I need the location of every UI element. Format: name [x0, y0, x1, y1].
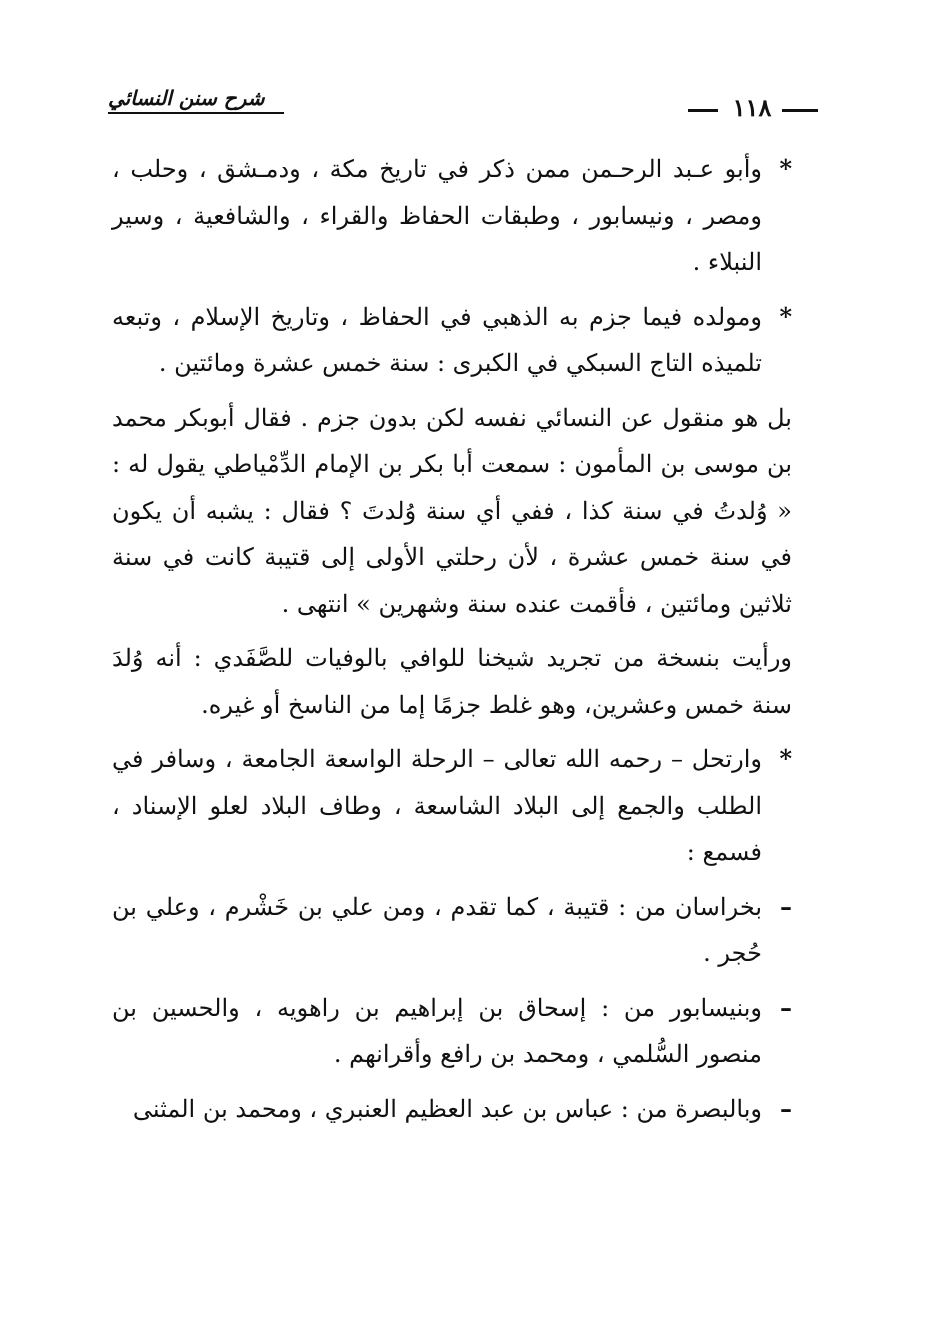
list-item	[112, 1086, 792, 1133]
page-number: ١١٨	[732, 93, 772, 122]
list-item	[112, 985, 792, 1078]
list-item-text: وبالبصرة من : عباس بن عبد العظيم العنبري ، ومحمد بن المثنى	[132, 1094, 762, 1123]
paragraph-bullet	[112, 736, 792, 876]
paragraph-text: بل هو منقول عن النسائي نفسه لكن بدون جزم . فقال أبوبكر محمد بن موسى بن المأمون : سمعت أبا بكر بن الإمام الدِّمْياطي يقول له : « وُلدتُ في سنة كذا ، ففي أي سنة وُلدتَ ؟ فقال : يشبه أن يكون في سنة خمس عشرة ، لأن رحلتي الأولى إلى قتيبة كانت في سنة ثلاثين ومائتين ، فأقمت عنده سنة وشهرين » انتهى .	[112, 403, 792, 618]
paragraph-text: وأبو عـبد الرحـمن ممن ذكر في تاريخ مكة ، ودمـشق ، وحلب ، ومصر ، ونيسابور ، وطبقات الحفاظ والقراء ، والشافعية ، وسير النبلاء .	[112, 155, 762, 276]
page-number-rule-left	[688, 109, 718, 112]
dash-marker: –	[780, 1093, 792, 1123]
paragraph-text: ورأيت بنسخة من تجريد شيخنا للوافي بالوفيات للصَّفَدي : أنه وُلدَ سنة خمس وعشرين، وهو غلط جزمًا إما من الناسخ أو غيره.	[112, 644, 792, 719]
list-item-text: بخراسان من : قتيبة ، كما تقدم ، ومن علي بن خَشْرم ، وعلي بن حُجر .	[112, 892, 762, 967]
running-book-title: شرح سنن النسائي	[108, 86, 265, 110]
dash-marker: –	[780, 992, 792, 1022]
bullet-marker: *	[779, 301, 792, 331]
paragraph	[112, 395, 792, 628]
paragraph-bullet	[112, 294, 792, 387]
bullet-marker: *	[779, 744, 792, 773]
title-underline	[108, 112, 284, 114]
bullet-marker: *	[779, 154, 792, 183]
body-text	[112, 146, 792, 1140]
paragraph-bullet	[112, 146, 792, 286]
dash-marker: –	[780, 891, 792, 921]
page-number-block	[688, 93, 818, 122]
page-header	[108, 82, 818, 126]
list-item-text: وبنيسابور من : إسحاق بن إبراهيم بن راهويه ، والحسين بن منصور السُّلمي ، ومحمد بن رافع وأقرانهم .	[112, 993, 762, 1068]
list-item	[112, 884, 792, 977]
paragraph	[112, 635, 792, 728]
paragraph-text: وارتحل – رحمه الله تعالى – الرحلة الواسعة الجامعة ، وسافر في الطلب والجمع إلى البلاد الشاسعة ، وطاف البلاد لعلو الإسناد ، فسمع :	[112, 745, 762, 866]
page-number-rule-right	[782, 109, 818, 112]
paragraph-text: ومولده فيما جزم به الذهبي في الحفاظ ، وتاريخ الإسلام ، وتبعه تلميذه التاج السبكي في الكبرى : سنة خمس عشرة ومائتين .	[112, 302, 762, 377]
